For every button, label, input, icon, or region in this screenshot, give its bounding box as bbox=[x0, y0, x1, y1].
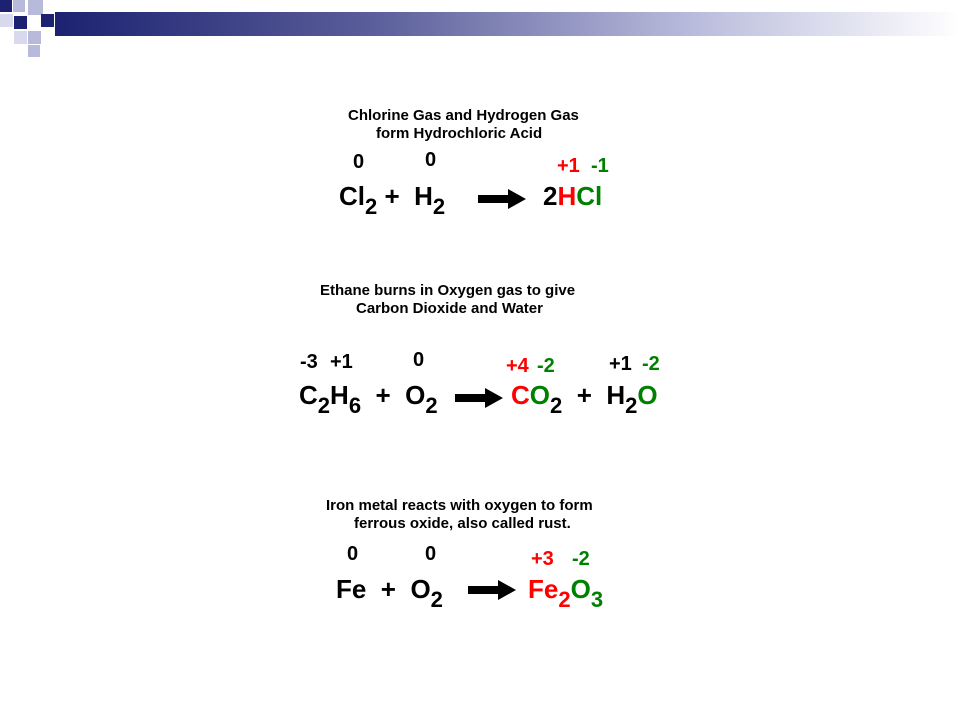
subscript: 2 bbox=[430, 587, 443, 612]
formula-c: C bbox=[299, 380, 318, 410]
subscript: 6 bbox=[348, 393, 362, 418]
formula-cl: Cl bbox=[576, 181, 603, 211]
formula-o: O bbox=[529, 380, 551, 410]
oxidation-number: -3 bbox=[300, 351, 318, 373]
equation-reactants bbox=[336, 574, 443, 612]
equation-products bbox=[528, 574, 604, 612]
oxidation-number: -2 bbox=[572, 548, 590, 570]
decorative-square bbox=[0, 14, 13, 27]
equation-products bbox=[511, 380, 658, 418]
formula-h: H bbox=[330, 380, 349, 410]
caption-line: form Hydrochloric Acid bbox=[376, 125, 543, 142]
reaction-1-caption bbox=[348, 107, 579, 143]
oxidation-number: -2 bbox=[537, 355, 555, 377]
formula-o: O bbox=[410, 574, 431, 604]
formula-fe: Fe bbox=[528, 574, 559, 604]
formula-h: H bbox=[414, 181, 433, 211]
caption-line: ferrous oxide, also called rust. bbox=[354, 515, 571, 532]
formula-o: O bbox=[570, 574, 591, 604]
reaction-arrow-icon bbox=[455, 388, 503, 408]
decorative-square bbox=[13, 0, 25, 12]
caption-line: Chlorine Gas and Hydrogen Gas bbox=[348, 107, 579, 124]
oxidation-number: 0 bbox=[413, 349, 425, 371]
formula-o: O bbox=[637, 380, 658, 410]
formula-h: H bbox=[606, 380, 626, 410]
oxidation-number: +4 bbox=[506, 355, 529, 377]
decorative-square bbox=[0, 0, 12, 12]
oxidation-number: 0 bbox=[425, 543, 437, 565]
subscript: 2 bbox=[625, 393, 638, 418]
oxidation-number: +3 bbox=[531, 548, 554, 570]
reaction-2-caption bbox=[320, 282, 575, 318]
subscript: 2 bbox=[365, 194, 378, 219]
coefficient: 2 bbox=[543, 181, 558, 211]
subscript: 2 bbox=[550, 393, 563, 418]
formula-fe: Fe bbox=[336, 574, 367, 604]
decorative-square bbox=[28, 0, 43, 15]
reaction-3-caption bbox=[326, 497, 593, 533]
header-gradient-bar bbox=[55, 12, 960, 36]
formula-h: H bbox=[557, 181, 577, 211]
oxidation-number: 0 bbox=[347, 543, 359, 565]
subscript: 2 bbox=[432, 194, 446, 219]
reaction-arrow-icon bbox=[468, 580, 516, 600]
plus-sign: + bbox=[384, 181, 400, 211]
formula-o: O bbox=[405, 380, 426, 410]
equation-reactants bbox=[339, 181, 446, 219]
decorative-square bbox=[28, 31, 41, 44]
formula-c: C bbox=[511, 380, 530, 410]
oxidation-number: 0 bbox=[353, 151, 365, 173]
reaction-arrow-icon bbox=[478, 189, 526, 209]
plus-sign: + bbox=[576, 380, 592, 410]
decorative-square bbox=[28, 45, 40, 57]
caption-line: Carbon Dioxide and Water bbox=[356, 300, 543, 317]
caption-line: Ethane burns in Oxygen gas to give bbox=[320, 282, 576, 299]
oxidation-number: +1 bbox=[557, 155, 580, 177]
caption-line: Iron metal reacts with oxygen to form bbox=[326, 497, 593, 514]
formula-cl: Cl bbox=[339, 181, 365, 211]
subscript: 2 bbox=[317, 393, 331, 418]
oxidation-number: 0 bbox=[425, 149, 437, 171]
oxidation-number: -1 bbox=[591, 155, 609, 177]
equation-reactants bbox=[299, 380, 438, 418]
oxidation-number: +1 bbox=[330, 351, 353, 373]
subscript: 2 bbox=[558, 587, 571, 612]
decorative-square bbox=[14, 31, 27, 44]
decorative-square bbox=[41, 14, 54, 27]
plus-sign: + bbox=[380, 574, 396, 604]
plus-sign: + bbox=[375, 380, 391, 410]
decorative-square bbox=[14, 16, 27, 29]
equation-products bbox=[543, 181, 602, 212]
subscript: 2 bbox=[425, 393, 438, 418]
oxidation-number: +1 bbox=[609, 353, 632, 375]
oxidation-number: -2 bbox=[642, 353, 660, 375]
subscript: 3 bbox=[590, 587, 604, 612]
